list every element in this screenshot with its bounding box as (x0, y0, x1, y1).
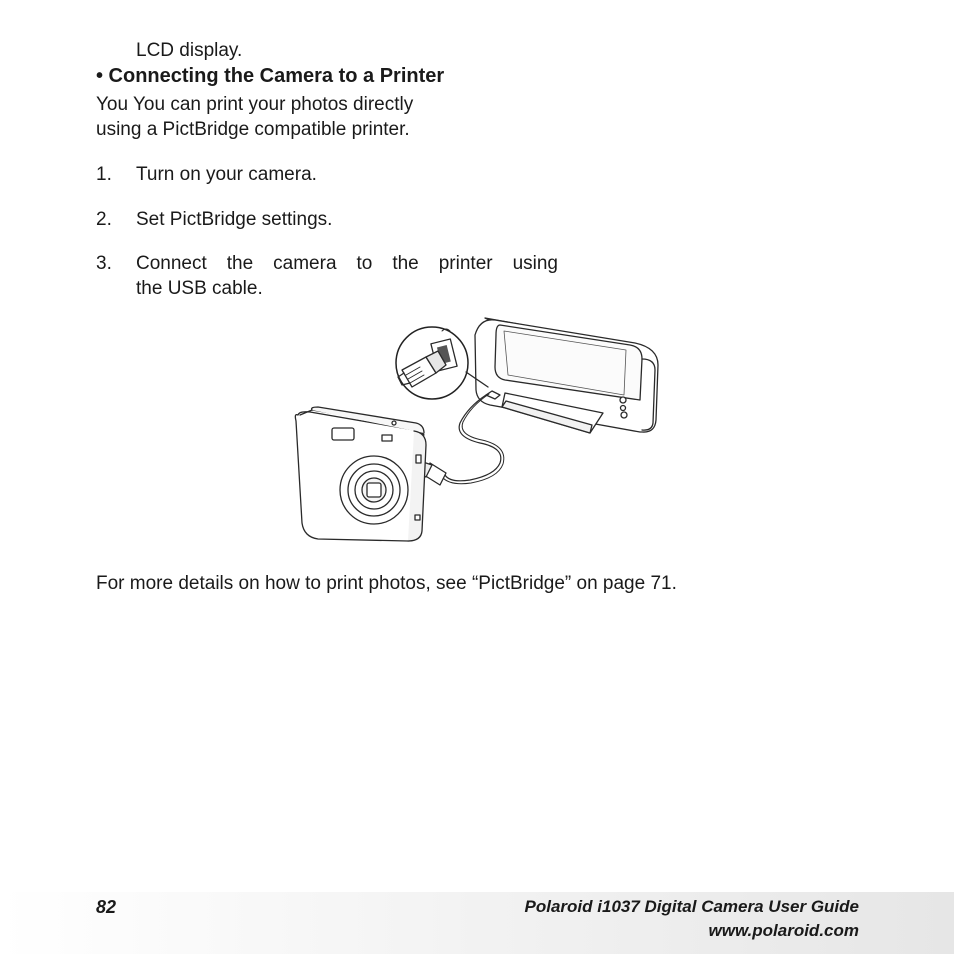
section-intro-line1: You You can print your photos directly (96, 94, 414, 115)
footer-page-number: 82 (96, 897, 117, 917)
camera-printer-connection-illustration (290, 315, 665, 545)
step-3-text-line2: the USB cable. (136, 278, 263, 299)
step-3-number: 3. (96, 253, 112, 274)
footer-guide-title: Polaroid i1037 Digital Camera User Guide (524, 897, 859, 916)
usb-plug-icon (396, 327, 488, 399)
step-2-number: 2. (96, 209, 112, 230)
printer-icon (475, 318, 658, 433)
details-note: For more details on how to print photos, see “PictBridge” on page 71. (96, 573, 677, 594)
section-intro-line2: using a PictBridge compatible printer. (96, 119, 410, 140)
step-3-text-line1: Connect the camera to the printer using (136, 253, 558, 274)
footer-website-link[interactable]: www.polaroid.com (708, 921, 859, 940)
step-2-text: Set PictBridge settings. (136, 209, 333, 230)
camera-icon (295, 407, 426, 541)
step-1-number: 1. (96, 164, 112, 185)
section-heading: • Connecting the Camera to a Printer (96, 65, 445, 87)
lcd-display-continuation: LCD display. (136, 40, 243, 61)
step-1-text: Turn on your camera. (136, 164, 317, 185)
